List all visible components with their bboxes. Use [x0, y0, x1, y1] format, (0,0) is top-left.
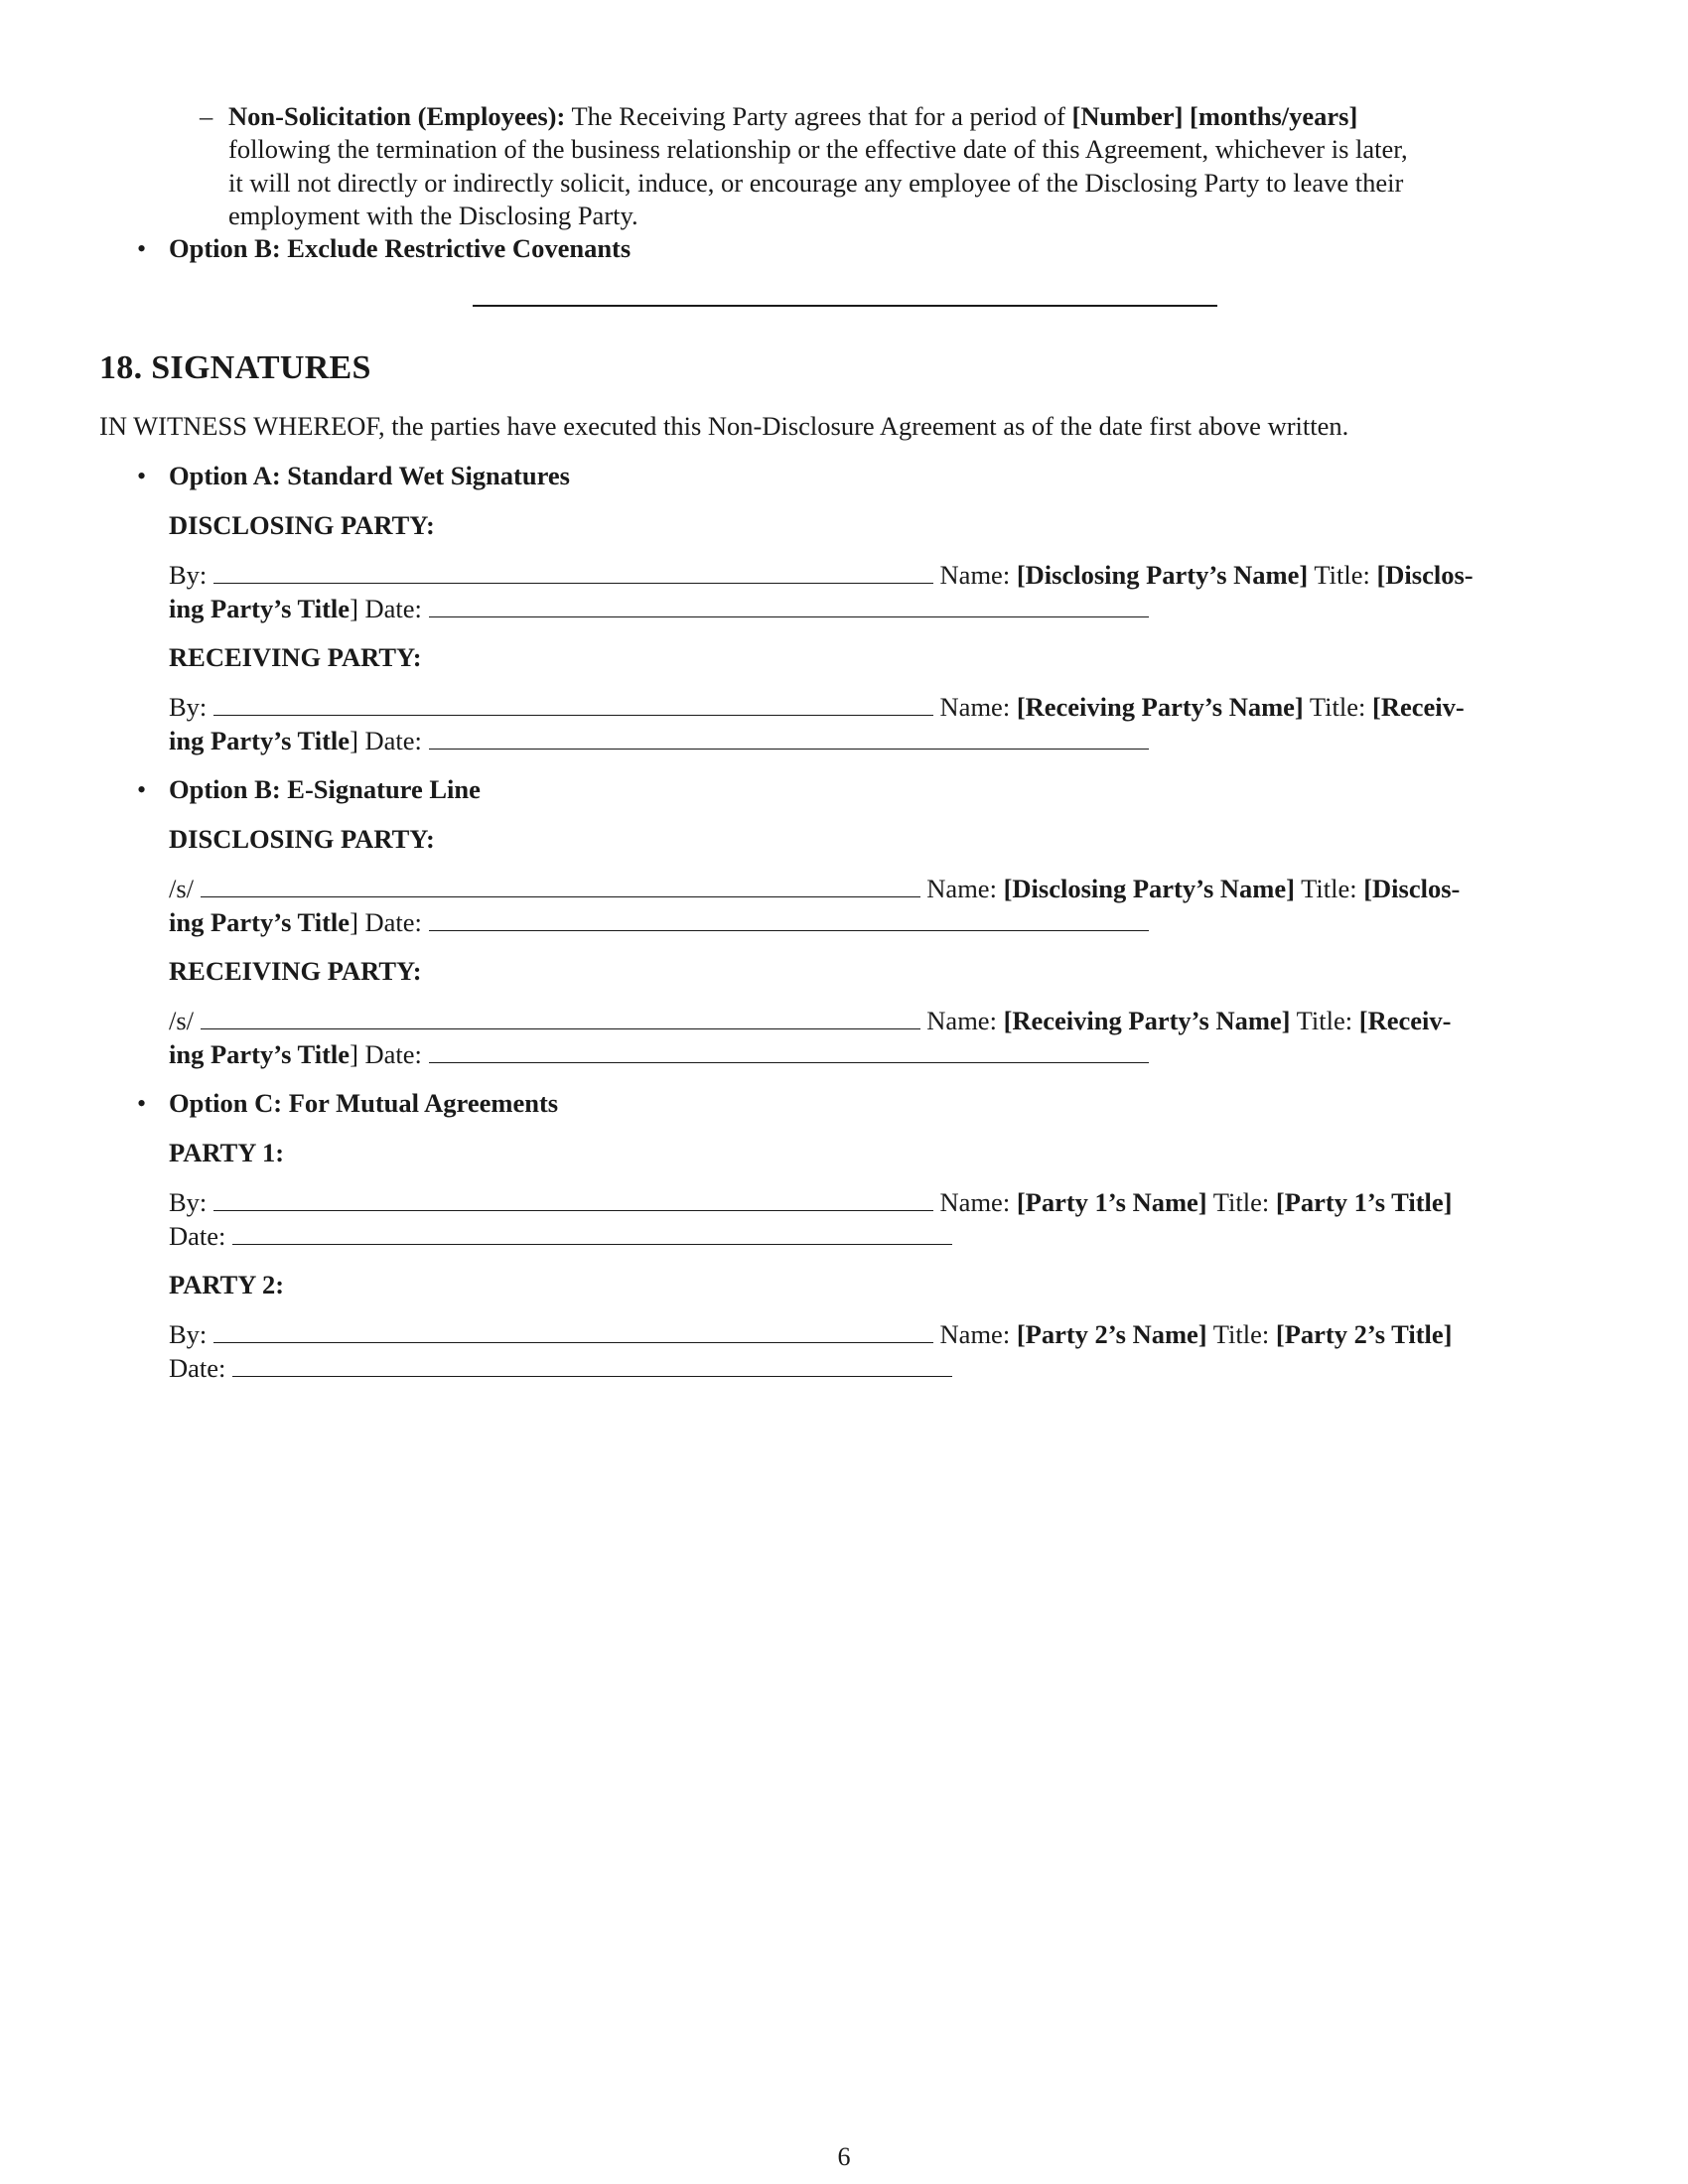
name-label: Name:: [939, 1187, 1011, 1217]
disclosing-title-value-cont: ing Party’s Title: [169, 594, 351, 623]
option-a-receiving-signature-row: [169, 691, 1589, 725]
signature-line[interactable]: [213, 1320, 933, 1343]
name-label: Name:: [939, 1319, 1011, 1349]
option-a-heading: Option A: Standard Wet Signatures: [169, 461, 570, 490]
option-b-receiving-party-label: RECEIVING PARTY:: [169, 956, 422, 986]
party2-title-value: [Party 2’s Title]: [1275, 1319, 1453, 1349]
by-label: By:: [169, 692, 208, 722]
title-bracket: ]: [350, 907, 358, 937]
esignature-line[interactable]: [201, 875, 920, 897]
by-label: By:: [169, 560, 208, 590]
name-label: Name:: [939, 692, 1011, 722]
nonsolicitation-label: Non-Solicitation (Employees):: [228, 101, 566, 131]
section-intro: IN WITNESS WHEREOF, the parties have executed this Non-Disclosure Agreement as of the date first above written.: [99, 411, 1349, 441]
date-line[interactable]: [429, 595, 1149, 617]
receiving-name-value: [Receiving Party’s Name]: [1003, 1006, 1291, 1035]
title-bracket: ]: [350, 1039, 358, 1069]
receiving-title-value: [Receiv-: [1358, 1006, 1452, 1035]
option-b-disclosing-signature-row: [169, 873, 1589, 906]
nonsolicitation-line2: following the termination of the business relationship or the effective date of this Agreement, whichever is later,: [228, 134, 1408, 164]
nonsolicitation-number: [Number]: [1071, 101, 1184, 131]
title-label: Title:: [1314, 560, 1370, 590]
section-title: 18. SIGNATURES: [99, 349, 371, 386]
bullet: •: [137, 462, 147, 490]
title-bracket: ]: [350, 594, 358, 623]
disclosing-title-value-cont: ing Party’s Title: [169, 907, 351, 937]
receiving-title-value-cont: ing Party’s Title: [169, 726, 351, 755]
name-label: Name:: [926, 1006, 997, 1035]
party1-title-value: [Party 1’s Title]: [1275, 1187, 1453, 1217]
date-line[interactable]: [232, 1354, 952, 1377]
option-c-party2-date-row: [169, 1352, 952, 1386]
esignature-label: /s/: [169, 874, 195, 903]
list-dash: –: [200, 101, 213, 131]
option-b-exclude-heading: Option B: Exclude Restrictive Covenants: [169, 233, 632, 263]
date-line[interactable]: [429, 727, 1149, 750]
date-line[interactable]: [232, 1222, 952, 1245]
esignature-line[interactable]: [201, 1007, 920, 1029]
by-label: By:: [169, 1319, 208, 1349]
signature-line[interactable]: [213, 561, 933, 584]
date-label: Date:: [169, 1221, 226, 1251]
signature-line[interactable]: [213, 1188, 933, 1211]
party2-name-value: [Party 2’s Name]: [1016, 1319, 1207, 1349]
receiving-title-value: [Receiv-: [1372, 692, 1465, 722]
date-label: Date:: [364, 726, 422, 755]
nonsolicitation-line1: [228, 100, 1587, 134]
option-a-disclosing-party-label: DISCLOSING PARTY:: [169, 510, 435, 540]
disclosing-title-value: [Disclos-: [1376, 560, 1474, 590]
receiving-name-value: [Receiving Party’s Name]: [1016, 692, 1304, 722]
option-b-receiving-date-row: [169, 1038, 1149, 1072]
disclosing-name-value: [Disclosing Party’s Name]: [1003, 874, 1295, 903]
by-label: By:: [169, 1187, 208, 1217]
bullet: •: [137, 775, 147, 804]
option-c-party1-date-row: [169, 1220, 952, 1254]
date-label: Date:: [364, 594, 422, 623]
date-label: Date:: [364, 1039, 422, 1069]
option-b-receiving-signature-row: [169, 1005, 1589, 1038]
title-label: Title:: [1296, 1006, 1353, 1035]
option-c-heading: Option C: For Mutual Agreements: [169, 1088, 559, 1118]
nonsolicitation-text1: The Receiving Party agrees that for a period of: [571, 101, 1065, 131]
title-label: Title:: [1309, 692, 1366, 722]
date-line[interactable]: [429, 1040, 1149, 1063]
option-b-disclosing-party-label: DISCLOSING PARTY:: [169, 824, 435, 854]
option-a-disclosing-date-row: [169, 593, 1149, 626]
bullet: •: [137, 234, 147, 263]
receiving-title-value-cont: ing Party’s Title: [169, 1039, 351, 1069]
signature-line[interactable]: [213, 693, 933, 716]
nonsolicitation-period: [months/years]: [1190, 101, 1358, 131]
option-a-disclosing-signature-row: [169, 559, 1589, 593]
name-label: Name:: [926, 874, 997, 903]
date-label: Date:: [364, 907, 422, 937]
title-label: Title:: [1212, 1187, 1270, 1217]
date-line[interactable]: [429, 908, 1149, 931]
section-divider: [473, 305, 1217, 307]
nonsolicitation-line4: employment with the Disclosing Party.: [228, 201, 638, 230]
option-c-party2-label: PARTY 2:: [169, 1270, 285, 1299]
option-c-party1-label: PARTY 1:: [169, 1138, 285, 1167]
disclosing-name-value: [Disclosing Party’s Name]: [1016, 560, 1309, 590]
date-label: Date:: [169, 1353, 226, 1383]
option-a-receiving-date-row: [169, 725, 1149, 758]
name-label: Name:: [939, 560, 1011, 590]
esignature-label: /s/: [169, 1006, 195, 1035]
option-a-receiving-party-label: RECEIVING PARTY:: [169, 642, 422, 672]
page-number: 6: [837, 2142, 851, 2171]
disclosing-title-value: [Disclos-: [1363, 874, 1461, 903]
bullet: •: [137, 1089, 147, 1118]
title-bracket: ]: [350, 726, 358, 755]
title-label: Title:: [1301, 874, 1357, 903]
option-c-party1-signature-row: [169, 1186, 1589, 1220]
option-b-heading: Option B: E-Signature Line: [169, 774, 481, 804]
title-label: Title:: [1212, 1319, 1270, 1349]
party1-name-value: [Party 1’s Name]: [1016, 1187, 1207, 1217]
option-c-party2-signature-row: [169, 1318, 1589, 1352]
option-b-disclosing-date-row: [169, 906, 1149, 940]
nonsolicitation-line3: it will not directly or indirectly solicit, induce, or encourage any employee of the Disclosing Party to leave their: [228, 168, 1404, 198]
